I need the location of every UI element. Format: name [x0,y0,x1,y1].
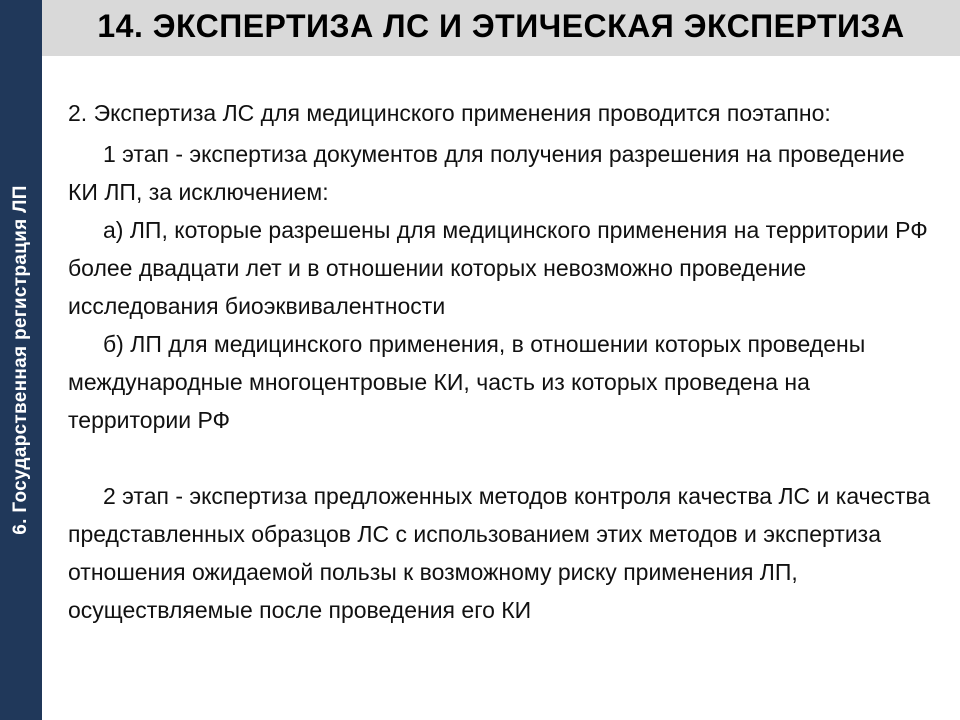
stage-2-paragraph: 2 этап - экспертиза предложенных методов контроля качества ЛС и качества представленных образцов ЛС с использованием этих методов и экспертиза отношения ожидаемой пользы к возможному риску применения ЛП, осуществляемые после проведения его КИ [68,483,931,623]
paragraph-spacer [68,439,938,477]
header-bar [42,0,960,56]
sidebar [0,0,42,720]
intro-paragraph: 2. Экспертиза ЛС для медицинского применения проводится поэтапно: [68,100,831,126]
item-b-paragraph: б) ЛП для медицинского применения, в отношении которых проведены международные многоцентровые КИ, часть из которых проведена на территории РФ [68,331,866,433]
stage-1-paragraph: 1 этап - экспертиза документов для получения разрешения на проведение КИ ЛП, за исключением: [68,141,905,205]
slide-body [68,94,938,629]
page-title: 14. ЭКСПЕРТИЗА ЛС И ЭТИЧЕСКАЯ ЭКСПЕРТИЗА [97,8,905,44]
item-a-paragraph: а) ЛП, которые разрешены для медицинского применения на территории РФ более двадцати лет и в отношении которых невозможно проведение исследования биоэквивалентности [68,217,928,319]
sidebar-section-label: 6. Государственная регистрация ЛП [10,185,31,535]
header-divider [42,56,960,60]
